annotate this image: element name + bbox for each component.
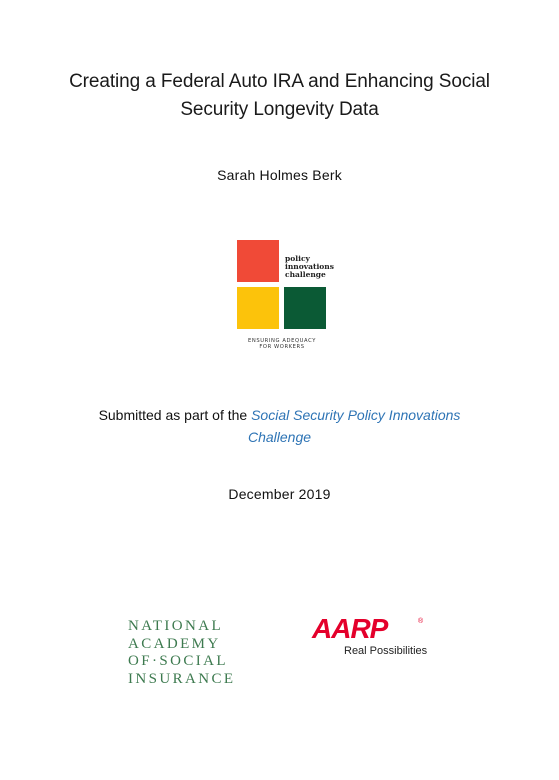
logo-tagline-line-1: ENSURING ADEQUACY (248, 338, 316, 344)
challenge-link-line-2[interactable]: Challenge (247, 429, 312, 445)
aarp-registered-mark: ® (418, 618, 424, 625)
document-title (40, 68, 519, 124)
logo-yellow-square (237, 287, 279, 329)
logo-word-challenge: challenge (285, 270, 326, 279)
logo-red-square (237, 240, 279, 282)
nasi-line-3: OF·SOCIAL (128, 653, 228, 669)
nasi-line-4: INSURANCE (128, 670, 236, 687)
logo-word-innovations: innovations (285, 262, 334, 271)
logo-tagline-line-2: FOR WORKERS (259, 344, 305, 350)
author-name: Sarah Holmes Berk (217, 167, 342, 183)
logo-green-square (284, 287, 326, 329)
nasi-logo (128, 618, 236, 688)
aarp-wordmark: AARP (312, 613, 388, 644)
challenge-link-line-1[interactable]: Social Security Policy Innovations (251, 407, 461, 423)
logo-word-policy: policy (285, 254, 310, 263)
title-line-1: Creating a Federal Auto IRA and Enhancing Social (69, 71, 490, 92)
policy-innovations-challenge-logo (236, 238, 336, 354)
nasi-line-2: ACADEMY (128, 635, 221, 652)
nasi-line-1: NATIONAL (128, 618, 224, 634)
aarp-tagline: Real Possibilities (344, 645, 428, 657)
submission-note (60, 404, 499, 448)
aarp-logo (312, 614, 432, 660)
title-line-2: Security Longevity Data (180, 99, 379, 120)
submission-prefix: Submitted as part of the (98, 407, 252, 423)
publication-date: December 2019 (228, 486, 331, 502)
